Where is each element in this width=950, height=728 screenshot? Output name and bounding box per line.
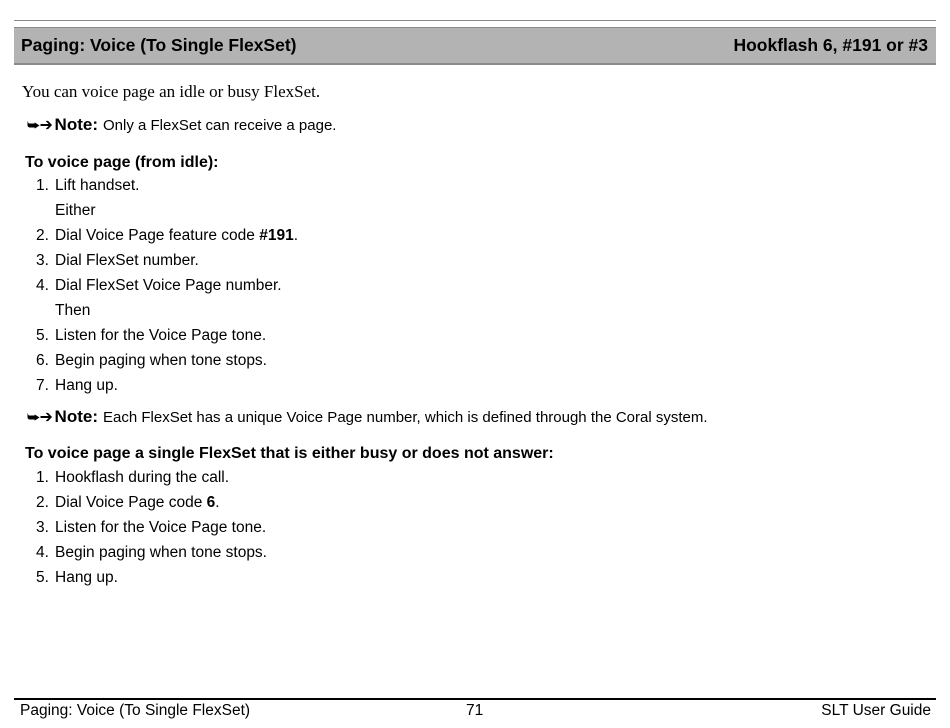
page-title: Paging: Voice (To Single FlexSet)	[21, 35, 297, 55]
note-text: Only a FlexSet can receive a page.	[103, 117, 337, 134]
section-heading-idle: To voice page (from idle):	[25, 154, 219, 171]
note-arrow-icon: ⮩➔	[27, 409, 53, 425]
list-item: 6. Begin paging when tone stops.	[36, 352, 267, 369]
footer-rule	[14, 698, 936, 700]
note-label: Note:	[54, 115, 98, 134]
list-item: 3. Listen for the Voice Page tone.	[36, 519, 267, 536]
footer-section-title: Paging: Voice (To Single FlexSet)	[20, 702, 251, 719]
then-text: Then	[55, 302, 91, 319]
list-item: 1. Hookflash during the call.	[36, 469, 230, 486]
list-item: 2. Dial Voice Page feature code #191.	[36, 227, 299, 244]
intro-text: You can voice page an idle or busy FlexSet.	[22, 82, 321, 101]
list-item: 1. Lift handset.	[36, 177, 140, 194]
note-label: Note:	[54, 407, 98, 426]
footer-guide-title: SLT User Guide	[821, 702, 931, 719]
list-item: 4. Begin paging when tone stops.	[36, 544, 267, 561]
note-1	[27, 115, 336, 135]
page-header-bar	[14, 27, 936, 65]
note-arrow-icon: ⮩➔	[27, 117, 53, 133]
list-item: 2. Dial Voice Page code 6.	[36, 494, 220, 511]
list-item: 5. Hang up.	[36, 569, 118, 586]
either-text: Either	[55, 202, 96, 219]
top-rule	[14, 20, 936, 21]
note-2	[27, 407, 708, 427]
section-heading-busy: To voice page a single FlexSet that is either busy or does not answer:	[25, 445, 554, 462]
note-text: Each FlexSet has a unique Voice Page number, which is defined through the Coral system.	[103, 409, 708, 426]
list-item: 7. Hang up.	[36, 377, 118, 394]
feature-code: #191	[259, 227, 294, 244]
list-item: 4. Dial FlexSet Voice Page number.	[36, 277, 282, 294]
list-item: 3. Dial FlexSet number.	[36, 252, 199, 269]
feature-codes: Hookflash 6, #191 or #3	[733, 35, 928, 55]
footer-page-number: 71	[466, 702, 484, 719]
feature-code: 6	[206, 494, 216, 511]
list-item: 5. Listen for the Voice Page tone.	[36, 327, 267, 344]
